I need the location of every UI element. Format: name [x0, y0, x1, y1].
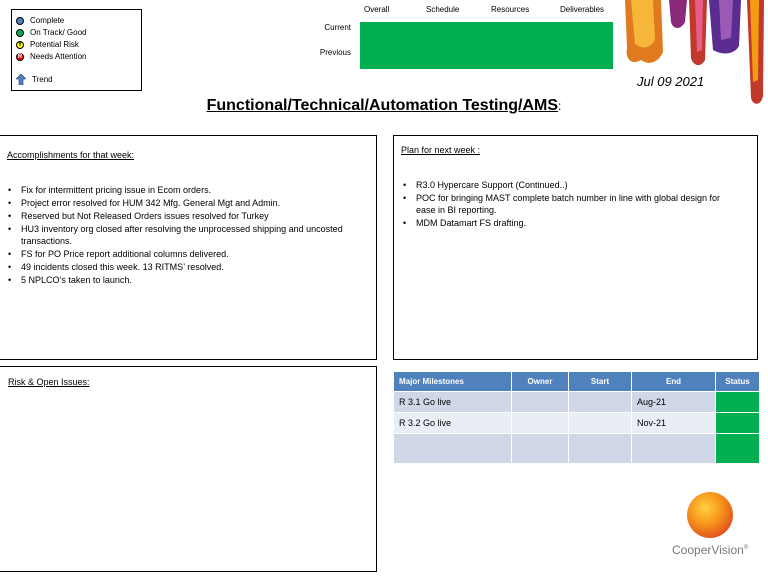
legend-item-needs-attention — [16, 51, 86, 62]
list-item: • 49 incidents closed this week. 13 RITMS’ resolved. — [6, 261, 346, 273]
status-row-previous: Previous — [319, 48, 351, 57]
milestone-owner — [512, 392, 569, 413]
milestone-end: Nov-21 — [632, 413, 716, 434]
milestone-name — [394, 434, 512, 464]
accomplishments-panel — [0, 135, 377, 360]
table-header-row — [394, 372, 760, 392]
status-indicator-block — [360, 22, 613, 69]
plan-heading: Plan for next week : — [401, 145, 481, 155]
list-item: • Reserved but Not Released Orders issues resolved for Turkey — [6, 210, 346, 222]
list-item: • FS for PO Price report additional columns delivered. — [6, 248, 346, 260]
list-item: • Fix for intermittent pricing issue in Ecom orders. — [6, 184, 346, 196]
legend-item-trend — [16, 74, 53, 85]
milestone-owner — [512, 413, 569, 434]
milestone-owner — [512, 434, 569, 464]
needs-attention-status-dot-icon: R — [17, 53, 23, 60]
table-header: Status — [716, 372, 760, 392]
table-row — [394, 413, 760, 434]
milestone-start — [569, 392, 632, 413]
milestone-start — [569, 413, 632, 434]
accomplishments-heading: Accomplishments for that week: — [7, 150, 135, 160]
page-title-text: Functional/Technical/Automation Testing/AMS — [206, 97, 559, 114]
legend-item-on-track — [16, 27, 86, 38]
milestone-status-cell — [716, 392, 760, 413]
list-item: • MDM Datamart FS drafting. — [401, 217, 736, 229]
complete-status-dot-icon — [16, 17, 24, 25]
legend-label: Complete — [30, 16, 65, 25]
status-column-schedule: Schedule — [426, 5, 460, 14]
status-column-resources: Resources — [491, 5, 530, 14]
milestone-end: Aug-21 — [632, 392, 716, 413]
report-date: Jul 09 2021 — [637, 74, 705, 89]
paint-strokes-decoration — [623, 0, 768, 108]
milestone-status-cell — [716, 434, 760, 464]
milestone-name: R 3.2 Go live — [394, 413, 512, 434]
list-item: • 5 NPLCO’s taken to launch. — [6, 274, 346, 286]
coopervision-logo-icon — [687, 492, 733, 538]
legend-item-potential-risk — [16, 39, 79, 50]
table-header: Start — [569, 372, 632, 392]
list-item: • POC for bringing MAST complete batch number in line with global design for ease in BI reporting. — [401, 192, 736, 216]
legend-label: Potential Risk — [30, 40, 79, 49]
status-legend — [11, 9, 142, 91]
table-header: Owner — [512, 372, 569, 392]
milestone-name: R 3.1 Go live — [394, 392, 512, 413]
status-row-current: Current — [324, 23, 351, 32]
logo-wordmark: CooperVision — [672, 543, 744, 557]
risks-panel — [0, 366, 377, 572]
trend-arrow-icon — [16, 74, 26, 85]
table-row — [394, 434, 760, 464]
page-title — [0, 97, 768, 115]
milestone-end — [632, 434, 716, 464]
plan-panel — [393, 135, 758, 360]
logo-registered-mark: ® — [743, 545, 749, 551]
status-column-overall: Overall — [364, 5, 390, 14]
table-row — [394, 392, 760, 413]
potential-risk-status-dot-icon: Y — [17, 41, 22, 48]
table-header: Major Milestones — [394, 372, 512, 392]
risks-heading: Risk & Open Issues: — [8, 377, 90, 387]
coopervision-logo-text — [672, 543, 748, 557]
page-title-suffix: : — [558, 99, 562, 113]
list-item: • HU3 inventory org closed after resolving the unprocessed shipping and uncosted transactions. — [6, 223, 346, 247]
table-header: End — [632, 372, 716, 392]
plan-list — [401, 179, 736, 230]
list-item: • Project error resolved for HUM 342 Mfg. General Mgt and Admin. — [6, 197, 346, 209]
milestone-status-cell — [716, 413, 760, 434]
legend-label: Trend — [32, 75, 53, 84]
status-column-deliverables: Deliverables — [560, 5, 605, 14]
legend-item-complete — [16, 15, 64, 26]
legend-label: Needs Attention — [30, 52, 87, 61]
milestones-table — [393, 371, 760, 464]
list-item: • R3.0 Hypercare Support (Continued..) — [401, 179, 736, 191]
legend-label: On Track/ Good — [30, 28, 87, 37]
accomplishments-list — [6, 184, 346, 287]
on-track-status-dot-icon — [16, 29, 24, 37]
milestone-start — [569, 434, 632, 464]
